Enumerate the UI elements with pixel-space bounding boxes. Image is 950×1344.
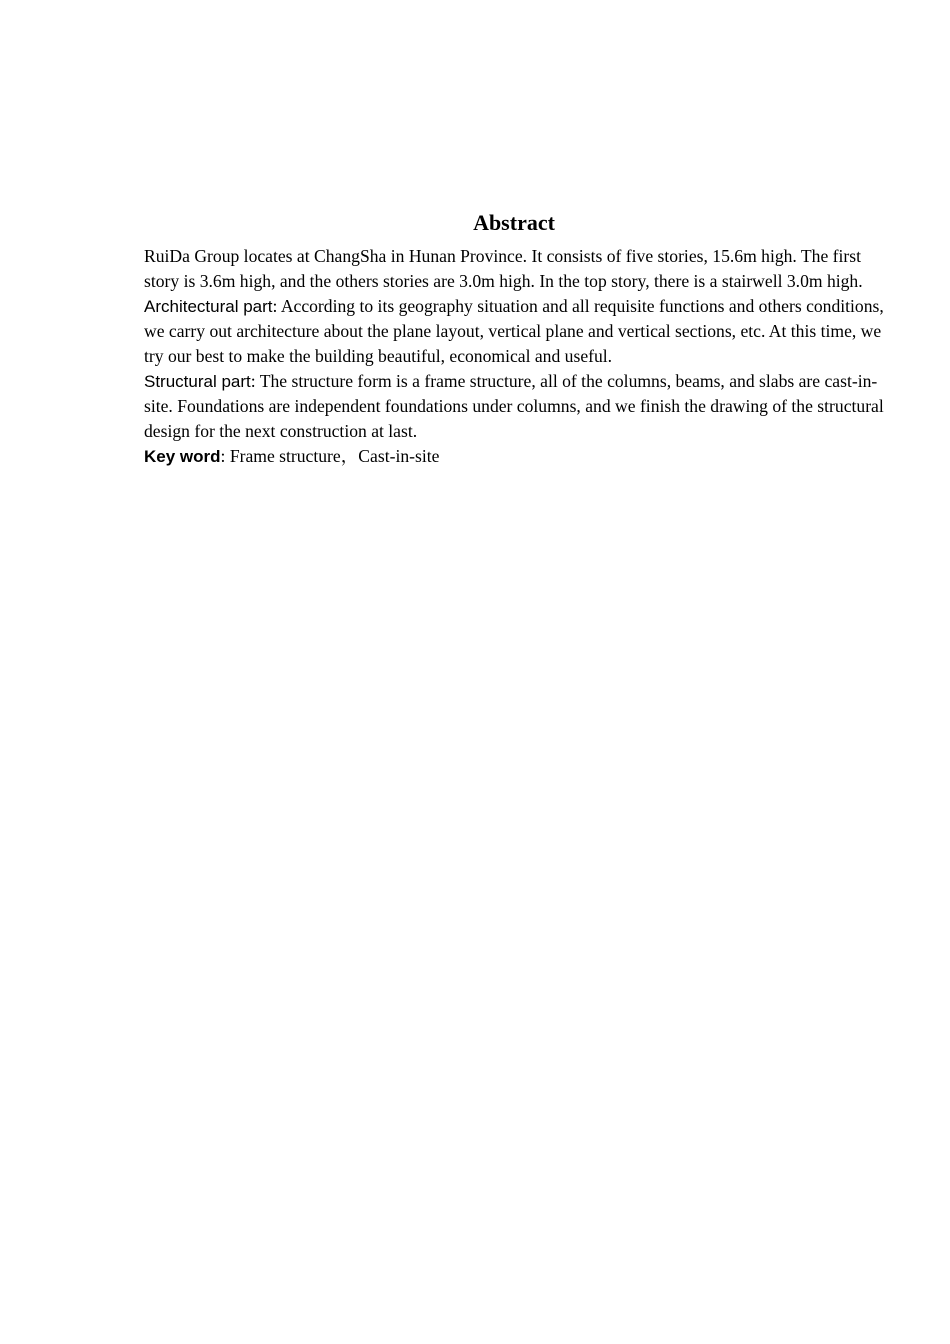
architectural-paragraph — [144, 294, 884, 369]
intro-paragraph — [144, 244, 884, 294]
architectural-label: Architectural part — [144, 297, 273, 316]
architectural-text: : According to its geography situation and all requisite functions and others conditions, we carry out architecture about the plane layout, vertical plane and vertical sections, etc. At this time, we try our best to make the building beautiful, economical and useful. — [144, 296, 884, 366]
keyword-paragraph — [144, 444, 884, 469]
structural-label: Structural part — [144, 372, 251, 391]
abstract-section — [144, 208, 884, 469]
structural-text: : The structure form is a frame structure, all of the columns, beams, and slabs are cast-in-site. Foundations are independent foundations under columns, and we finish the drawing of the structural design for the next construction at last. — [144, 371, 884, 441]
keyword-label: Key word — [144, 447, 221, 466]
intro-text: RuiDa Group locates at ChangSha in Hunan Province. It consists of five stories, 15.6m high. The first story is 3.6m high, and the others stories are 3.0m high. In the top story, there is a stairwell 3.0m high. — [144, 246, 863, 291]
structural-paragraph — [144, 369, 884, 444]
keyword-text: : Frame structure，Cast-in-site — [220, 446, 440, 466]
abstract-title: Abstract — [473, 210, 555, 235]
